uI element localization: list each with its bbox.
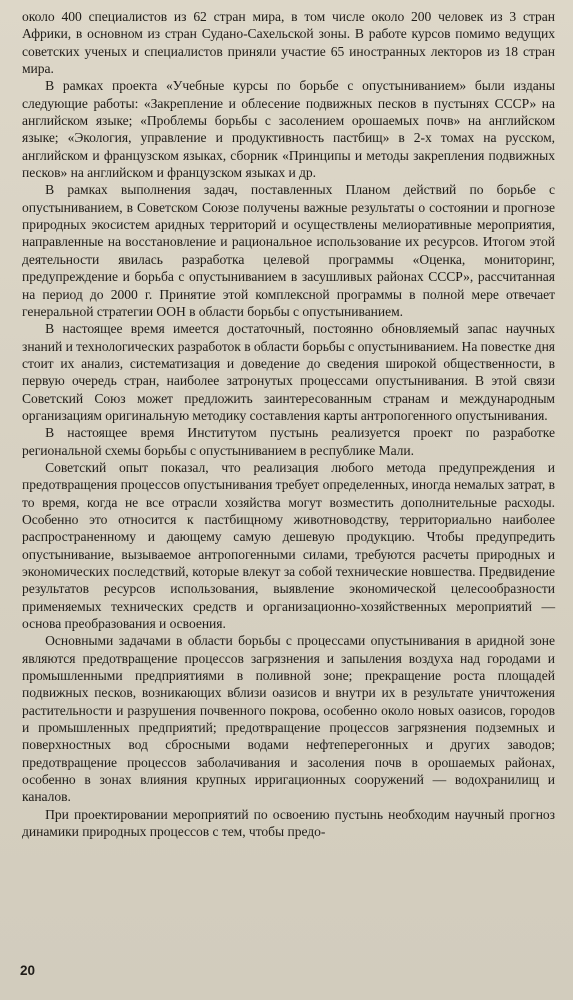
paragraph-3: В рамках выполнения задач, поставленных Планом действий по борьбе с опустыниванием, в Советском Союзе получены важные результаты о состоянии и прогнозе природных экосистем аридных территорий и осуществлены мелиоративные мероприятия, направленные на восстановление и рациональное использование их ресурсов. Итогом этой деятельности явилась разработка целевой программы «Оценка, мониторинг, предупреждение и борьба с опустыниванием в засушливых районах СССР», рассчитанная на период до 2000 г. Принятие этой комплексной программы в полной мере отвечает генеральной стратегии ООН в области борьбы с опустыниванием.: [22, 182, 555, 319]
paragraph-6: Советский опыт показал, что реализация любого метода предупреждения и предотвращения процессов опустынивания требует определенных, иногда немалых затрат, в то время, когда не все отрасли хозяйства могут возместить дополнительные расходы. Особенно это относится к пастбищному животноводству, территориально наиболее распространенному и дающему самую дешевую продукцию. Чтобы предупредить опустынивание, вызываемое антропогенными силами, требуются расчеты природных и экономических последствий, которые влекут за собой технические новшества. Предвидение результатов ресурсов использования, выявление экономической целесообразности применяемых технических средств и организационно-хозяйственных мероприятий — основа преобразования и освоения.: [22, 459, 555, 632]
paragraph-5: В настоящее время Институтом пустынь реализуется проект по разработке региональной схемы борьбы с опустыниванием в республике Мали.: [22, 425, 555, 458]
paragraph-2: В рамках проекта «Учебные курсы по борьбе с опустыниванием» были изданы следующие работы: «Закрепление и облесение подвижных песков в пустынях СССР» на английском языке; «Проблемы борьбы с засолением орошаемых почв» на английском языке; «Экология, управление и продуктивность пастбищ» в 2-х томах на русском, английском и французском языках, сборник «Принципы и методы закрепления подвижных песков» на английском и французском языках и др.: [22, 78, 555, 181]
paragraph-1: около 400 специалистов из 62 стран мира, в том числе около 200 человек из 3 стран Африки, в основном из стран Судано-Сахельской зоны. В работе курсов помимо ведущих советских ученых и специалистов приняли участие 65 иностранных лекторов из 18 стран мира.: [22, 9, 555, 77]
paragraph-7: Основными задачами в области борьбы с процессами опустынивания в аридной зоне являются предотвращение процессов загрязнения и запыления воздуха над городами и промышленными предприятиями в поливной зоне; прекращение роста площадей подвижных песков, возникающих вблизи оазисов и внутри их в результате уничтожения растительности и разрушения почвенного покрова, особенно около новых оазисов, городов и промышленных предприятий; предотвращение процессов загрязнения подземных и поверхностных вод сбросными водами нефтеперегонных и других заводов; предотвращение процессов заболачивания и засоления почв в орошаемых районах, особенно в зонах влияния крупных ирригационных сооружений — водохранилищ и каналов.: [22, 633, 555, 805]
paragraph-8: При проектировании мероприятий по освоению пустынь необходим научный прогноз динамики природных процессов с тем, чтобы предо-: [22, 806, 555, 840]
body-text: [22, 8, 555, 841]
page-number: 20: [20, 963, 36, 978]
paragraph-4: В настоящее время имеется достаточный, постоянно обновляемый запас научных знаний и технологических разработок в области борьбы с опустыниванием. На повестке дня стоит их анализ, систематизация и доведение до сведения широкой общественности, в первую очередь стран, наиболее затронутых процессами опустынивания. В этой связи Советский Союз может предложить заинтересованным странам и международным организациям оригинальную методику составления карты антропогенного опустынивания.: [22, 321, 555, 423]
